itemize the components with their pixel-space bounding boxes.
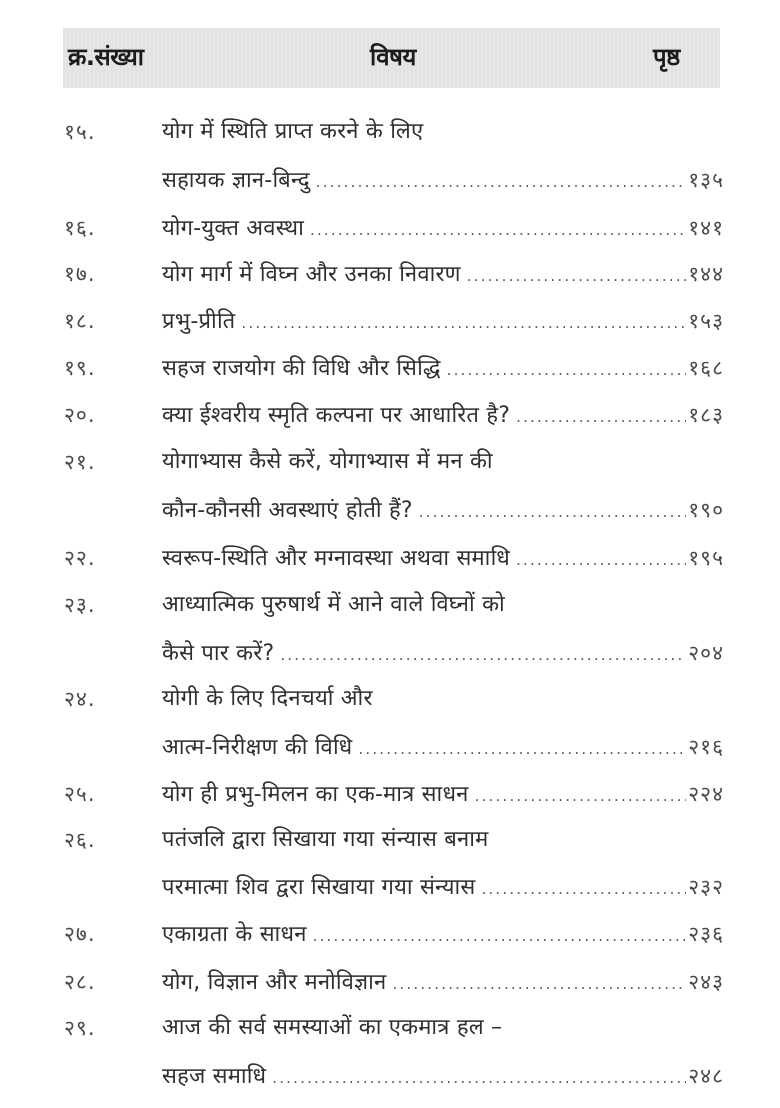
dot-leader (272, 1058, 686, 1098)
entry-title: सहज राजयोग की विधि और सिद्धि (162, 356, 441, 381)
entry-page: २३६ (688, 922, 724, 946)
dot-leader (310, 210, 686, 250)
toc-entry-15-cont[interactable] (0, 160, 780, 200)
entry-title-line-1: आध्यात्मिक पुरुषार्थ में आने वाले विघ्नों को (162, 592, 505, 617)
entry-title-line-1: योग में स्थिति प्राप्त करने के लिए (162, 119, 424, 144)
header-number-label: क्र.संख्या (68, 43, 144, 71)
toc-entry-26-cont[interactable] (0, 867, 780, 907)
entry-number: २९. (64, 1016, 96, 1040)
entry-title-line-1: आज की सर्व समस्याओं का एकमात्र हल – (162, 1015, 503, 1040)
toc-entry-15[interactable] (0, 112, 780, 152)
entry-page: २१६ (688, 735, 724, 759)
entry-title: क्या ईश्वरीय स्मृति कल्पना पर आधारित है? (162, 403, 511, 428)
entry-number: २०. (64, 403, 96, 427)
entry-number: २७. (64, 922, 96, 946)
toc-entry-19[interactable] (0, 348, 780, 388)
entry-title: स्वरूप-स्थिति और मग्नावस्था अथवा समाधि (162, 546, 511, 571)
entry-number: २१. (64, 450, 96, 474)
entry-title: योग ही प्रभु-मिलन का एक-मात्र साधन (162, 782, 469, 807)
entry-page: २२४ (688, 782, 724, 806)
toc-entry-27[interactable] (0, 914, 780, 954)
entry-title-line-2: कौन-कौनसी अवस्थाएं होती हैं? (162, 498, 413, 523)
dot-leader (280, 635, 686, 675)
toc-entry-22[interactable] (0, 538, 780, 578)
entry-number: २३. (64, 593, 96, 617)
toc-entry-23[interactable] (0, 585, 780, 625)
header-subject-label: विषय (370, 43, 416, 71)
entry-page: १३५ (688, 168, 724, 192)
entry-title: प्रभु-प्रीति (162, 309, 236, 334)
toc-entry-29-cont[interactable] (0, 1056, 780, 1096)
entry-number: २६. (64, 828, 96, 852)
entry-page: १४१ (688, 216, 724, 240)
dot-leader (516, 540, 686, 580)
entry-number: २२. (64, 546, 96, 570)
toc-entry-24[interactable] (0, 679, 780, 719)
dot-leader (467, 256, 686, 296)
entry-number: १९. (64, 356, 96, 380)
entry-page: २४८ (688, 1064, 724, 1088)
dot-leader (316, 162, 686, 202)
entry-number: २८. (64, 970, 96, 994)
dot-leader (313, 916, 687, 956)
entry-page: १६८ (688, 356, 724, 380)
entry-page: १८३ (688, 403, 724, 427)
dot-leader (447, 350, 687, 390)
entry-number: २५. (64, 782, 96, 806)
entry-title-line-1: योगाभ्यास कैसे करें, योगाभ्यास में मन की (162, 449, 493, 474)
toc-entry-18[interactable] (0, 301, 780, 341)
entry-number: १७. (64, 262, 96, 286)
toc-entry-21[interactable] (0, 442, 780, 482)
entry-title: योग-युक्त अवस्था (162, 216, 304, 241)
entry-title: एकाग्रता के साधन (162, 922, 307, 947)
entry-page: २३२ (688, 875, 724, 899)
entry-title-line-2: परमात्मा शिव द्वरा सिखाया गया संन्यास (162, 875, 476, 900)
toc-entry-21-cont[interactable] (0, 490, 780, 530)
entry-title-line-2: कैसे पार करें? (162, 641, 275, 666)
dot-leader (241, 303, 686, 343)
toc-entry-23-cont[interactable] (0, 633, 780, 673)
entry-number: २४. (64, 687, 96, 711)
entry-title-line-1: पतंजलि द्वारा सिखाया गया संन्यास बनाम (162, 827, 489, 852)
entry-title: योग मार्ग में विघ्न और उनका निवारण (162, 262, 461, 287)
dot-leader (475, 776, 687, 816)
dot-leader (419, 492, 686, 532)
entry-title-line-1: योगी के लिए दिनचर्या और (162, 686, 373, 711)
dot-leader (516, 397, 686, 437)
toc-entry-16[interactable] (0, 208, 780, 248)
entry-title: योग, विज्ञान और मनोविज्ञान (162, 970, 387, 995)
entry-number: १६. (64, 216, 96, 240)
entry-page: २४३ (688, 970, 724, 994)
dot-leader (392, 964, 686, 1004)
toc-entry-17[interactable] (0, 254, 780, 294)
toc-entry-24-cont[interactable] (0, 727, 780, 767)
entry-title-line-2: सहज समाधि (162, 1064, 267, 1089)
entry-title-line-2: आत्म-निरीक्षण की विधि (162, 735, 353, 760)
toc-entry-26[interactable] (0, 820, 780, 860)
entry-page: १९५ (688, 546, 724, 570)
entry-number: १५. (64, 120, 96, 144)
entry-page: १४४ (688, 262, 724, 286)
dot-leader (481, 869, 686, 909)
entry-page: १५३ (688, 309, 724, 333)
toc-entry-28[interactable] (0, 962, 780, 1002)
entry-page: १९० (688, 498, 724, 522)
toc-entry-25[interactable] (0, 774, 780, 814)
entry-number: १८. (64, 309, 96, 333)
header-page-label: पृष्ठ (653, 43, 680, 71)
toc-entry-20[interactable] (0, 395, 780, 435)
entry-title-line-2: सहायक ज्ञान-बिन्दु (162, 168, 310, 193)
toc-entry-29[interactable] (0, 1008, 780, 1048)
entry-page: २०४ (688, 641, 724, 665)
dot-leader (358, 729, 686, 769)
